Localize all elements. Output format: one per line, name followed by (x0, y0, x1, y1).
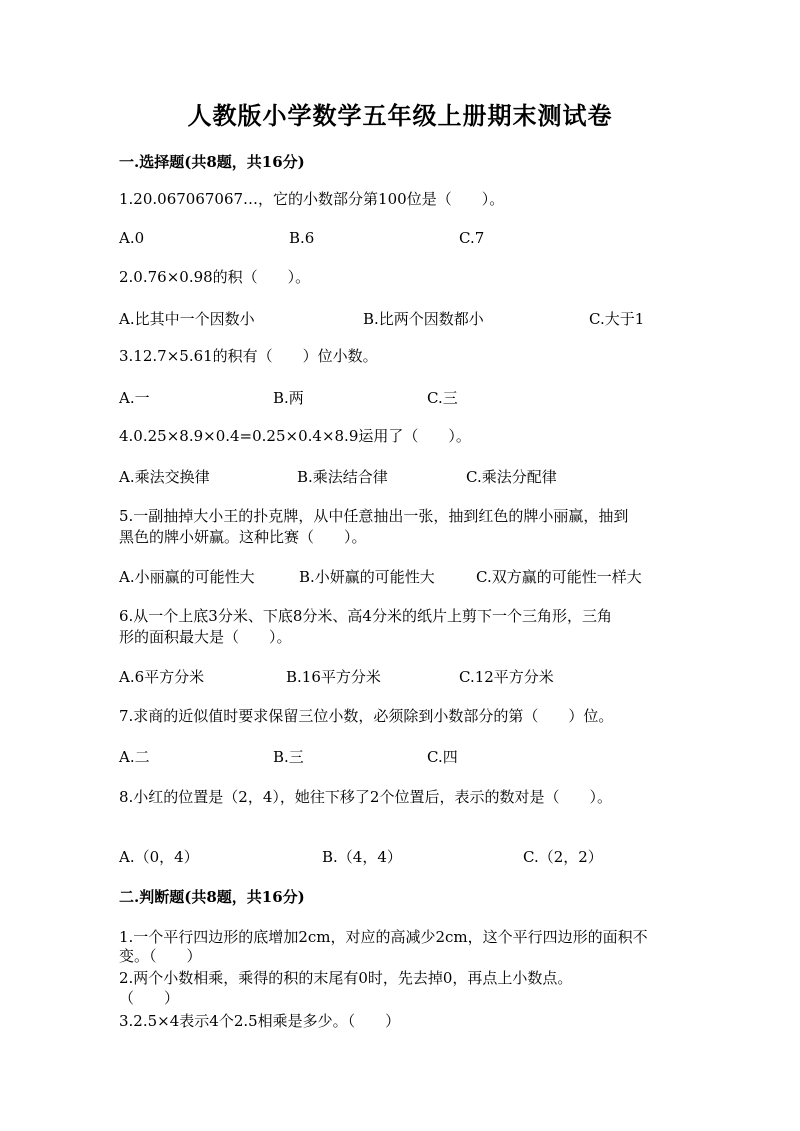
question-3-text: 3.12.7×5.61的积有（ ）位小数。 (119, 347, 378, 365)
judgement-2-text-line-1: 2.两个小数相乘，乘得的积的末尾有0时，先去掉0，再点上小数点。 (119, 969, 573, 987)
question-4-option-b: B.乘法结合律 (297, 468, 388, 486)
question-4-text: 4.0.25×8.9×0.4=0.25×0.4×8.9运用了（ ）。 (119, 427, 471, 445)
question-5-text-line-2: 黑色的牌小妍赢。这种比赛（ ）。 (119, 528, 367, 546)
question-7-option-a: A.二 (119, 748, 150, 766)
question-6-option-b: B.16平方分米 (286, 668, 381, 686)
question-6-text-line-2: 形的面积最大是（ ）。 (119, 628, 292, 646)
question-8-option-a: A.（0，4） (119, 848, 199, 866)
page-title: 人教版小学数学五年级上册期末测试卷 (187, 101, 613, 130)
question-3-option-b: B.两 (273, 389, 304, 407)
question-3-option-c: C.三 (427, 389, 458, 407)
question-6-option-a: A.6平方分米 (119, 668, 205, 686)
question-5-option-a: A.小丽赢的可能性大 (119, 568, 255, 586)
question-5-option-b: B.小妍赢的可能性大 (299, 568, 435, 586)
question-2-option-a: A.比其中一个因数小 (119, 310, 255, 328)
question-1-option-c: C.7 (459, 229, 485, 247)
question-8-option-b: B.（4，4） (322, 848, 402, 866)
question-1-text: 1.20.067067067…，它的小数部分第100位是（ ）。 (119, 190, 505, 208)
question-7-option-b: B.三 (273, 748, 304, 766)
question-3-option-a: A.一 (119, 389, 150, 407)
question-4-option-c: C.乘法分配律 (466, 468, 557, 486)
question-6-option-c: C.12平方分米 (459, 668, 554, 686)
question-2-text: 2.0.76×0.98的积（ ）。 (119, 268, 311, 286)
question-5-option-c: C.双方赢的可能性一样大 (476, 568, 642, 586)
question-8-option-c: C.（2，2） (523, 848, 603, 866)
question-5-text-line-1: 5.一副抽掉大小王的扑克牌，从中任意抽出一张，抽到红色的牌小丽赢，抽到 (119, 507, 629, 525)
question-6-text-line-1: 6.从一个上底3分米、下底8分米、高4分米的纸片上剪下一个三角形，三角 (119, 607, 612, 625)
question-2-option-c: C.大于1 (589, 310, 645, 328)
question-2-option-b: B.比两个因数都小 (363, 310, 484, 328)
question-4-option-a: A.乘法交换律 (119, 468, 210, 486)
judgement-2-text-line-2: （ ） (119, 989, 180, 1007)
question-7-text: 7.求商的近似值时要求保留三位小数，必须除到小数部分的第（ ）位。 (119, 707, 614, 725)
judgement-1-text-line-1: 1.一个平行四边形的底增加2cm，对应的高减少2cm，这个平行四边形的面积不 (119, 928, 648, 946)
question-7-option-c: C.四 (427, 748, 458, 766)
question-1-option-b: B.6 (289, 229, 315, 247)
judgement-1-text-line-2: 变。（ ） (119, 947, 202, 965)
section-heading-choice: 一.选择题(共8题，共16分) (119, 153, 305, 171)
judgement-3-text: 3.2.5×4表示4个2.5相乘是多少。（ ） (119, 1012, 401, 1030)
question-8-text: 8.小红的位置是（2，4），她往下移了2个位置后，表示的数对是（ ）。 (119, 788, 612, 806)
section-heading-judgement: 二.判断题(共8题，共16分) (119, 888, 305, 906)
question-1-option-a: A.0 (119, 229, 145, 247)
